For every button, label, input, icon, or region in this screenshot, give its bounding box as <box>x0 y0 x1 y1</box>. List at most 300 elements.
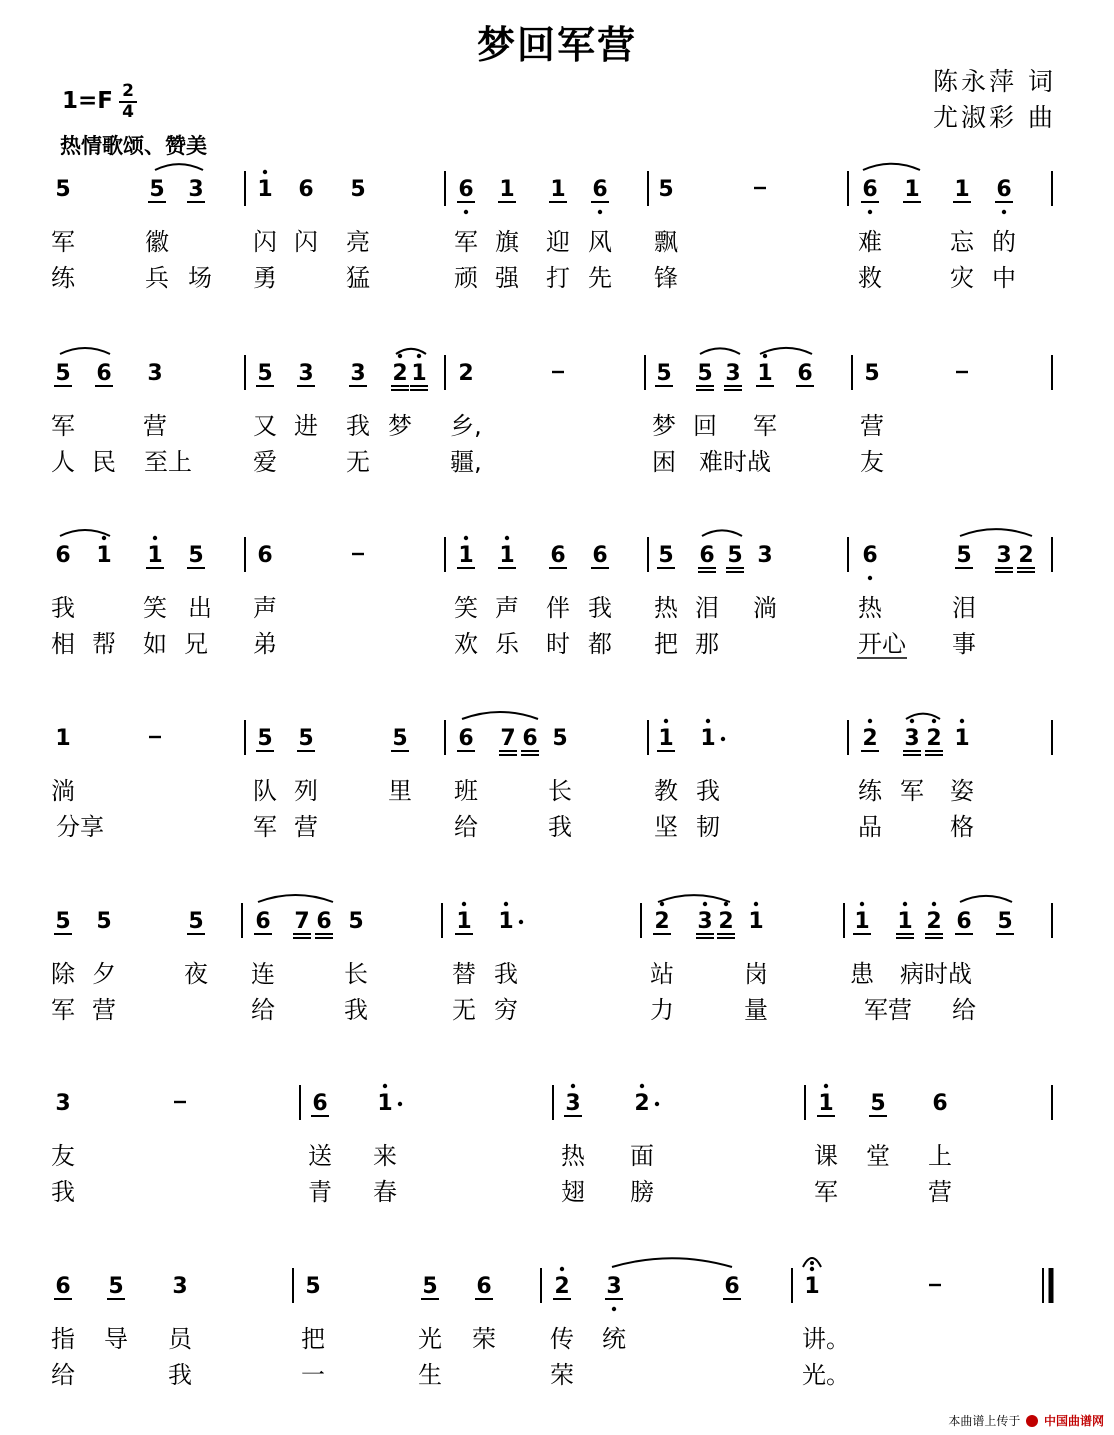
lyric-word: 指 <box>51 1325 75 1353</box>
note: 5 <box>305 1274 321 1299</box>
note: 5 <box>149 177 165 202</box>
note: 3 <box>147 361 163 386</box>
note: 7 <box>294 909 310 934</box>
lyric-word: 统 <box>602 1325 626 1353</box>
lyric-word: 送 <box>308 1142 332 1170</box>
lyric-word: 分享 <box>56 813 104 841</box>
note: 5 <box>55 909 71 934</box>
lyric-word: 我 <box>168 1361 192 1389</box>
lyric-word: 至上 <box>144 448 192 476</box>
note: 6 <box>458 726 474 751</box>
note: 5 <box>298 726 314 751</box>
lyric-word: 翅 <box>561 1178 585 1206</box>
lyric-word: 光。 <box>802 1361 850 1389</box>
note: 2 <box>926 726 942 751</box>
octave-high-dot <box>102 536 106 540</box>
octave-high-dot <box>504 902 508 906</box>
lyric-word: 班 <box>454 777 478 805</box>
note: 1 <box>550 177 566 202</box>
octave-high-dot <box>153 536 157 540</box>
lyric-word: 梦 <box>652 412 676 440</box>
lyric-word: 难时战 <box>699 448 771 476</box>
lyric-word: 风 <box>588 228 612 256</box>
lyric-word: 把 <box>301 1325 325 1353</box>
lyric-word: 声 <box>253 594 277 622</box>
note: 1 <box>499 543 515 568</box>
note: 5 <box>697 361 713 386</box>
lyric-word: 我 <box>344 996 368 1024</box>
note: 1 <box>757 361 773 386</box>
lyric-word: 欢 <box>454 630 478 658</box>
lyric-word: 忘 <box>950 228 974 256</box>
lyric-word: 坚 <box>654 813 678 841</box>
note: 6 <box>55 1274 71 1299</box>
note: 5 <box>188 543 204 568</box>
lyric-word: 膀 <box>630 1178 654 1206</box>
slur-icon <box>612 1258 732 1267</box>
octave-high-dot <box>571 1084 575 1088</box>
lyric-word: 春 <box>373 1178 397 1206</box>
lyric-word: 我 <box>494 960 518 988</box>
octave-high-dot <box>383 1084 387 1088</box>
page-title: 梦回军营 <box>476 23 637 67</box>
lyric-word: 荣 <box>550 1361 574 1389</box>
lyric-word: 来 <box>373 1142 397 1170</box>
note: 6 <box>257 543 273 568</box>
lyric-word: 时 <box>546 630 570 658</box>
note: 3 <box>757 543 773 568</box>
octave-high-dot <box>724 902 728 906</box>
fermata-dot <box>810 1261 814 1265</box>
lyric-word: 闪 <box>294 228 318 256</box>
lyric-word: 岗 <box>744 960 768 988</box>
note: 2 <box>554 1274 570 1299</box>
octave-high-dot <box>824 1084 828 1088</box>
lyric-word: 困 <box>652 448 676 476</box>
site-logo-icon <box>1026 1415 1038 1427</box>
lyric-word: 品 <box>858 813 882 841</box>
footer-credit <box>948 1412 1104 1429</box>
time-signature-top: 2 <box>122 81 134 101</box>
lyric-word: 进 <box>294 412 318 440</box>
note: 6 <box>862 543 878 568</box>
lyric-word: 亮 <box>346 228 370 256</box>
note: 6 <box>956 909 972 934</box>
octave-high-dot <box>417 354 421 358</box>
note: 1 <box>904 177 920 202</box>
octave-high-dot <box>960 719 964 723</box>
lyricist-credit: 陈永萍 词 <box>933 67 1056 96</box>
note: 5 <box>658 543 674 568</box>
note: 3 <box>697 909 713 934</box>
lyric-word: 兵 <box>145 264 169 292</box>
lyric-word: 的 <box>992 228 1016 256</box>
lyric-word: 除 <box>51 960 75 988</box>
lyric-word: 把 <box>654 630 678 658</box>
octave-high-dot <box>932 719 936 723</box>
lyric-word: 我 <box>548 813 572 841</box>
lyric-word: 相 <box>51 630 75 658</box>
lyric-word: 青 <box>308 1178 332 1206</box>
lyric-word: 我 <box>588 594 612 622</box>
lyric-word: 营 <box>928 1178 952 1206</box>
octave-high-dot <box>664 719 668 723</box>
lyric-word: 都 <box>588 630 612 658</box>
lyric-word: 救 <box>858 264 882 292</box>
composer-credit: 尤淑彩 曲 <box>933 103 1056 132</box>
lyric-word: 光 <box>418 1325 442 1353</box>
note: 1 <box>658 726 674 751</box>
note: 5 <box>392 726 408 751</box>
octave-high-dot <box>505 536 509 540</box>
lyric-word: 开心 <box>858 630 906 658</box>
lyric-word: 淌 <box>51 777 75 805</box>
slur-icon <box>658 895 730 902</box>
octave-low-dot <box>598 210 602 214</box>
lyric-word: 军 <box>753 412 777 440</box>
lyric-word: 营 <box>860 412 884 440</box>
lyric-word: 笑 <box>454 594 478 622</box>
lyric-word: 长 <box>344 960 368 988</box>
note: 5 <box>997 909 1013 934</box>
note: 1 <box>96 543 112 568</box>
lyric-word: 患 <box>850 960 874 988</box>
lyric-word: 乐 <box>495 630 519 658</box>
octave-low-dot <box>1002 210 1006 214</box>
note: 5 <box>348 909 364 934</box>
lyric-word: 回 <box>693 412 717 440</box>
slur-icon <box>700 348 740 354</box>
note: 2 <box>392 361 408 386</box>
note: 2 <box>634 1091 650 1116</box>
lyric-word: 导 <box>104 1325 128 1353</box>
lyric-word: 我 <box>51 1178 75 1206</box>
note: 5 <box>422 1274 438 1299</box>
lyric-word: 讲。 <box>802 1325 850 1353</box>
lyric-word: 穷 <box>494 996 518 1024</box>
slur-icon <box>396 349 426 354</box>
note: 5 <box>864 361 880 386</box>
note: 1 <box>954 726 970 751</box>
lyric-word: 猛 <box>346 264 370 292</box>
lyric-word: 给 <box>952 996 976 1024</box>
note: 1 <box>411 361 427 386</box>
lyric-word: 热 <box>561 1142 585 1170</box>
lyric-word: 给 <box>454 813 478 841</box>
lyric-word: 夜 <box>184 960 208 988</box>
note: 1 <box>498 909 514 934</box>
lyric-word: 我 <box>51 594 75 622</box>
lyric-word: 营 <box>294 813 318 841</box>
duration-dot <box>519 920 523 924</box>
lyric-word: 列 <box>294 777 318 805</box>
note: 5 <box>350 177 366 202</box>
lyric-word: 出 <box>188 594 212 622</box>
duration-dot <box>655 1102 659 1106</box>
lyric-word: 上 <box>928 1142 952 1170</box>
note: 5 <box>552 726 568 751</box>
slur-icon <box>60 348 110 354</box>
lyric-word: 友 <box>860 448 884 476</box>
note: 6 <box>592 543 608 568</box>
lyric-word: 军 <box>51 412 75 440</box>
note: 7 <box>500 726 516 751</box>
octave-high-dot <box>398 354 402 358</box>
lyric-word: 无 <box>346 448 370 476</box>
lyric-word: 先 <box>588 264 612 292</box>
note: 3 <box>606 1274 622 1299</box>
note: 5 <box>727 543 743 568</box>
lyric-word: 锋 <box>654 264 678 292</box>
note: 1 <box>748 909 764 934</box>
lyric-word: 无 <box>452 996 476 1024</box>
note: 1 <box>804 1274 820 1299</box>
lyric-word: 员 <box>168 1325 192 1353</box>
lyric-word: 帮 <box>92 630 116 658</box>
note: 2 <box>1018 543 1034 568</box>
lyric-word: 教 <box>654 777 678 805</box>
note: 1 <box>147 543 163 568</box>
note: 6 <box>522 726 538 751</box>
slur-icon <box>960 896 1012 902</box>
octave-high-dot <box>810 1267 814 1271</box>
octave-high-dot <box>903 902 907 906</box>
note: 1 <box>499 177 515 202</box>
octave-high-dot <box>860 902 864 906</box>
octave-high-dot <box>754 902 758 906</box>
lyric-word: 淌 <box>753 594 777 622</box>
slur-icon <box>462 712 538 719</box>
lyric-word: 军 <box>454 228 478 256</box>
note: 1 <box>377 1091 393 1116</box>
lyric-word: 军 <box>51 228 75 256</box>
note: 3 <box>55 1091 71 1116</box>
lyric-word: 爱 <box>253 448 277 476</box>
time-signature-bottom: 4 <box>122 102 134 122</box>
lyric-word: 姿 <box>950 777 974 805</box>
lyric-word: 连 <box>251 960 275 988</box>
lyric-word: 弟 <box>253 630 277 658</box>
lyric-word: 又 <box>253 412 277 440</box>
lyric-word: 难 <box>858 228 882 256</box>
octave-high-dot <box>464 536 468 540</box>
octave-high-dot <box>703 902 707 906</box>
lyric-word: 替 <box>452 960 476 988</box>
octave-high-dot <box>868 719 872 723</box>
slur-icon <box>702 530 742 536</box>
note: 6 <box>797 361 813 386</box>
lyric-word: 传 <box>550 1325 574 1353</box>
lyric-word: 飘 <box>654 228 678 256</box>
note: 6 <box>298 177 314 202</box>
note: 6 <box>592 177 608 202</box>
octave-low-dot <box>868 576 872 580</box>
lyric-word: 给 <box>51 1361 75 1389</box>
lyric-word: 一 <box>301 1361 325 1389</box>
octave-high-dot <box>560 1267 564 1271</box>
tempo-marking: 热情歌颂、赞美 <box>60 134 207 158</box>
slur-icon <box>258 895 333 902</box>
footer-prefix: 本曲谱上传于 <box>948 1414 1021 1428</box>
lyric-word: 荣 <box>472 1325 496 1353</box>
octave-high-dot <box>910 719 914 723</box>
lyric-word: 打 <box>546 264 570 292</box>
note: 5 <box>956 543 972 568</box>
lyric-word: 灾 <box>950 264 974 292</box>
note: 3 <box>172 1274 188 1299</box>
lyric-word: 韧 <box>696 813 720 841</box>
lyric-word: 给 <box>251 996 275 1024</box>
note: 5 <box>55 361 71 386</box>
lyric-word: 军 <box>51 996 75 1024</box>
footer-site: 中国曲谱网 <box>1043 1414 1104 1428</box>
lyric-word: 那 <box>695 630 719 658</box>
note: 5 <box>870 1091 886 1116</box>
lyric-word: 民 <box>92 448 116 476</box>
lyric-word: 场 <box>188 264 212 292</box>
note: 6 <box>458 177 474 202</box>
lyric-word: 笑 <box>143 594 167 622</box>
lyric-word: 里 <box>388 777 412 805</box>
note: 5 <box>257 726 273 751</box>
lyric-word: 夕 <box>92 960 116 988</box>
lyric-word: 声 <box>495 594 519 622</box>
lyric-word: 热 <box>654 594 678 622</box>
slur-icon <box>863 164 920 170</box>
note: 3 <box>350 361 366 386</box>
lyric-word: 力 <box>650 996 674 1024</box>
lyric-word: 友 <box>51 1142 75 1170</box>
note: 1 <box>954 177 970 202</box>
duration-dot <box>398 1102 402 1106</box>
lyric-word: 徽 <box>145 228 169 256</box>
note: 5 <box>658 177 674 202</box>
lyric-word: 营 <box>143 412 167 440</box>
lyric-word: 练 <box>858 777 882 805</box>
note: 1 <box>456 909 472 934</box>
lyric-word: 强 <box>495 264 519 292</box>
octave-high-dot <box>763 354 767 358</box>
note: 5 <box>188 909 204 934</box>
note: 1 <box>55 726 71 751</box>
lyric-word: 生 <box>418 1361 442 1389</box>
note: 5 <box>96 909 112 934</box>
lyric-word: 事 <box>952 630 976 658</box>
lyric-word: 队 <box>253 777 277 805</box>
note: 5 <box>257 361 273 386</box>
slur-icon <box>60 530 110 536</box>
lyric-word: 练 <box>51 264 75 292</box>
note: 5 <box>656 361 672 386</box>
octave-low-dot <box>612 1307 616 1311</box>
lyric-word: 梦 <box>388 412 412 440</box>
lyric-word: 军 <box>814 1178 838 1206</box>
lyric-word: 军 <box>900 777 924 805</box>
octave-high-dot <box>706 719 710 723</box>
octave-high-dot <box>640 1084 644 1088</box>
note: 5 <box>55 177 71 202</box>
lyric-word: 我 <box>696 777 720 805</box>
note: 6 <box>55 543 71 568</box>
note: 6 <box>255 909 271 934</box>
note: 6 <box>862 177 878 202</box>
lyric-word: 顽 <box>454 264 478 292</box>
note: 3 <box>565 1091 581 1116</box>
lyric-word: 病时战 <box>900 960 972 988</box>
octave-high-dot <box>932 902 936 906</box>
note: 3 <box>725 361 741 386</box>
note: 3 <box>298 361 314 386</box>
lyric-word: 泪 <box>952 594 976 622</box>
slur-icon <box>960 529 1032 536</box>
lyric-word: 迎 <box>546 228 570 256</box>
note: 1 <box>818 1091 834 1116</box>
note: 1 <box>458 543 474 568</box>
lyric-word: 热 <box>858 594 882 622</box>
note: 1 <box>257 177 273 202</box>
octave-low-dot <box>868 210 872 214</box>
note: 6 <box>316 909 332 934</box>
octave-high-dot <box>660 902 664 906</box>
note: 3 <box>996 543 1012 568</box>
note: 3 <box>904 726 920 751</box>
note: 3 <box>188 177 204 202</box>
lyric-word: 面 <box>630 1142 654 1170</box>
lyric-word: 营 <box>92 996 116 1024</box>
lyric-word: 兄 <box>184 630 208 658</box>
slur-icon <box>155 164 203 170</box>
lyric-word: 长 <box>548 777 572 805</box>
note: 2 <box>926 909 942 934</box>
lyric-word: 量 <box>744 996 768 1024</box>
slur-icon <box>760 348 812 354</box>
octave-low-dot <box>464 210 468 214</box>
lyric-word: 闪 <box>253 228 277 256</box>
note: 2 <box>862 726 878 751</box>
lyric-word: 军营 <box>864 996 912 1024</box>
note: 6 <box>476 1274 492 1299</box>
duration-dot <box>721 737 725 741</box>
note: 6 <box>96 361 112 386</box>
note: 1 <box>897 909 913 934</box>
lyric-word: 泪 <box>695 594 719 622</box>
lyric-word: 课 <box>814 1142 838 1170</box>
octave-high-dot <box>462 902 466 906</box>
lyric-word: 堂 <box>866 1142 890 1170</box>
lyric-word: 人 <box>51 448 75 476</box>
lyric-word: 疆, <box>450 448 482 476</box>
lyric-word: 伴 <box>546 594 570 622</box>
slur-icon <box>906 714 940 719</box>
note: 6 <box>550 543 566 568</box>
lyric-word: 勇 <box>253 264 277 292</box>
note: 6 <box>699 543 715 568</box>
note: 6 <box>724 1274 740 1299</box>
note: 5 <box>108 1274 124 1299</box>
lyric-word: 旗 <box>495 228 519 256</box>
lyric-word: 军 <box>253 813 277 841</box>
lyric-word: 站 <box>650 960 674 988</box>
lyric-word: 我 <box>346 412 370 440</box>
note: 1 <box>700 726 716 751</box>
lyric-word: 如 <box>143 630 167 658</box>
note: 1 <box>854 909 870 934</box>
key-signature: 1=F <box>62 88 113 114</box>
note: 2 <box>654 909 670 934</box>
lyric-word: 乡, <box>450 412 482 440</box>
note: 2 <box>458 361 474 386</box>
lyric-word: 格 <box>950 813 974 841</box>
